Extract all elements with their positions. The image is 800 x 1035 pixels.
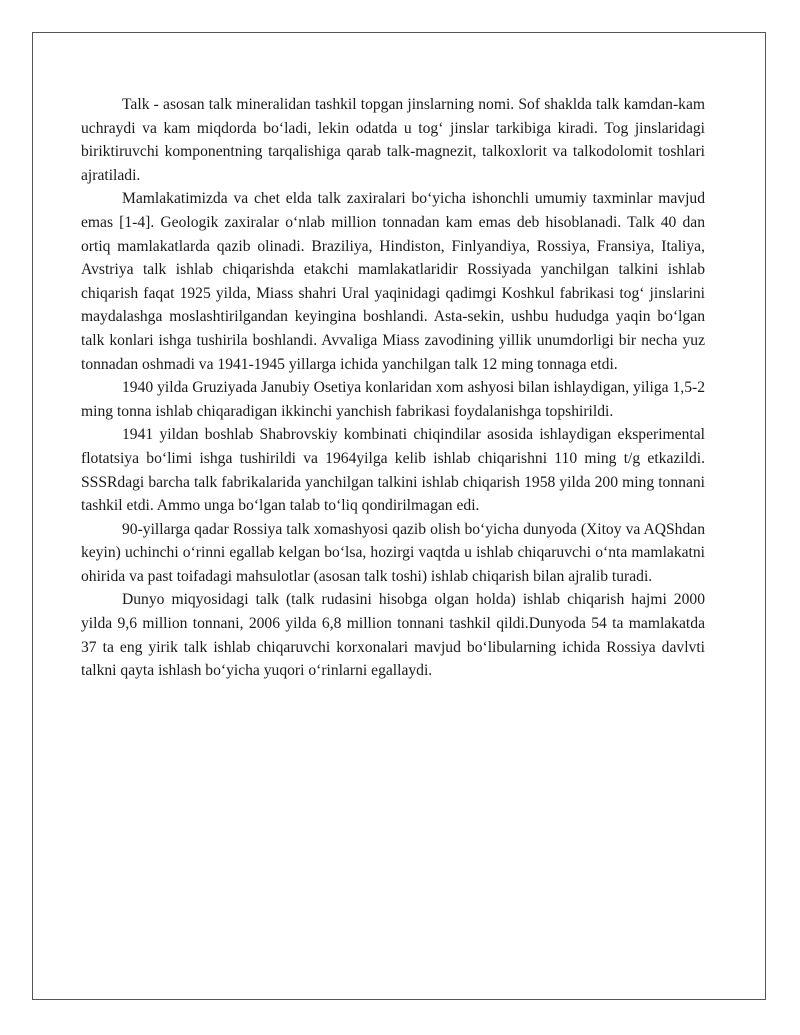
paragraph: Mamlakatimizda va chet elda talk zaxiralari boʻyicha ishonchli umumiy taxminlar mavjud emas [1-4]. Geologik zaxiralar oʻnlab million tonnadan kam emas deb hisoblanadi. Talk 40 dan ortiq mamlakatlarda qazib olinadi. Braziliya, Hindiston, Finlyandiya, Rossiya, Fransiya, Italiya, Avstriya talk ishlab chiqarishda etakchi mamlakatlaridir Rossiyada yanchilgan talkini ishlab chiqarish faqat 1925 yilda, Miass shahri Ural yaqinidagi qadimgi Koshkul fabrikasi togʻ jinslarini maydalashga moslashtirilgandan keyingina boshlandi. Asta-sekin, ushbu hududga yaqin boʻlgan talk konlari ishga tushirila boshlandi. Avvaliga Miass zavodining yillik unumdorligi bir necha yuz tonnadan oshmadi va 1941-1945 yillarga ichida yanchilgan talk 12 ming tonnaga etdi. bbox=[81, 190, 705, 373]
paragraph: Dunyo miqyosidagi talk (talk rudasini hisobga olgan holda) ishlab chiqarish hajmi 2000 yilda 9,6 million tonnani, 2006 yilda 6,8 million tonnani tashkil qildi.Dunyoda 54 ta mamlakatda 37 ta eng yirik talk ishlab chiqaruvchi korxonalari mavjud boʻlibularning ichida Rossiya davlvti talkni qayta ishlash boʻyicha yuqori oʻrinlarni egallaydi. bbox=[81, 591, 705, 680]
paragraph: Talk - asosan talk mineralidan tashkil topgan jinslarning nomi. Sof shaklda talk kamdan-kam uchraydi va kam miqdorda boʻladi, lekin odatda u togʻ jinslar tarkibiga kiradi. Tog jinslaridagi biriktiruvchi komponentning tarqalishiga qarab talk-magnezit, talkoxlorit va talkodolomit toshlari ajratiladi. bbox=[81, 96, 705, 184]
paragraph: 1941 yildan boshlab Shabrovskiy kombinati chiqindilar asosida ishlaydigan eksperimental flotatsiya boʻlimi ishga tushirildi va 1964yilga kelib ishlab chiqarishni 110 ming t/g etkazildi. SSSRdagi barcha talk fabrikalarida yanchilgan talkini ishlab chiqarish 1958 yilda 200 ming tonnani tashkil etdi. Ammo unga boʻlgan talab toʻliq qondirilmagan edi. bbox=[81, 426, 705, 515]
paragraph: 90-yillarga qadar Rossiya talk xomashyosi qazib olish boʻyicha dunyoda (Xitoy va AQShdan keyin) uchinchi oʻrinni egallab kelgan boʻlsa, hozirgi vaqtda u ishlab chiqaruvchi oʻnta mamlakatni ohirida va past toifadagi mahsulotlar (asosan talk toshi) ishlab chiqarish bilan ajralib turadi. bbox=[81, 520, 705, 585]
document-body bbox=[81, 93, 705, 683]
paragraph: 1940 yilda Gruziyada Janubiy Osetiya konlaridan xom ashyosi bilan ishlaydigan, yiliga 1,5-2 ming tonna ishlab chiqaradigan ikkinchi yanchish fabrikasi foydalanishga topshirildi. bbox=[81, 379, 705, 420]
